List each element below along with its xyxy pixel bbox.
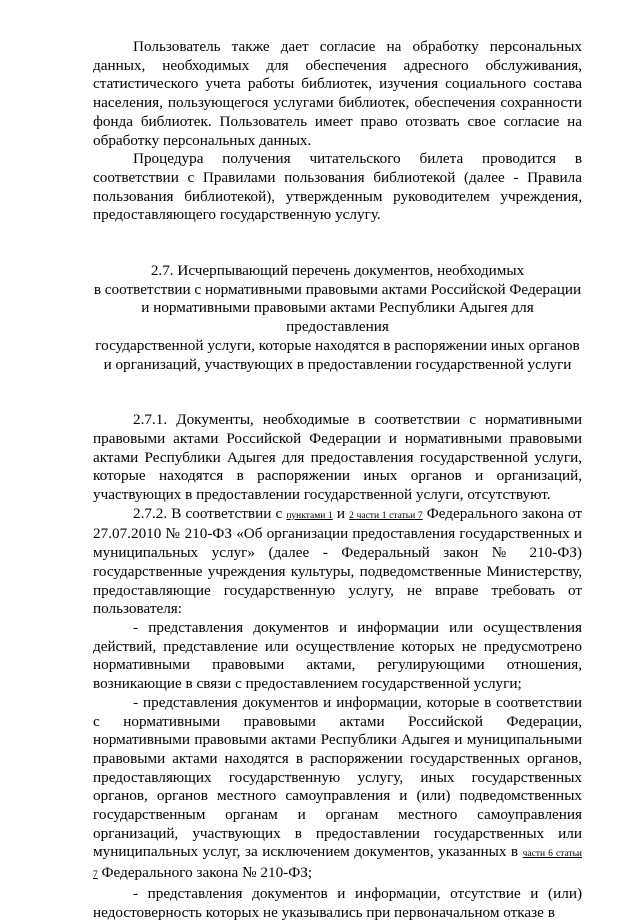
heading-line-2: в соответствии с нормативными правовыми актами Российской Федерации bbox=[93, 280, 582, 298]
link-punkty-1[interactable]: пунктами 1 bbox=[286, 510, 333, 521]
heading-line-4: предоставления bbox=[286, 318, 389, 336]
text-run: - представления документов и информации, которые в соответствии с нормативными правовыми актами Российской Федерации, нормативными правовыми актами Республики Адыгея и муниципальными правовыми актами находятся в распоряжении государственных органов, предоставляющих государственную услугу, иных государственных органов, органов местного самоуправления и (или) подведомственных государственным органам и органам местного самоуправления организаций, участвующих в предоставлении государственных или муниципальных услуг, за исключением документов, указанных в bbox=[93, 693, 582, 861]
text-run: Федерального закона от 27.07.2010 № 210-ФЗ «Об организации предоставления государственных и муниципальных услуг» (далее - Федеральный закон № 210-ФЗ) государственные учреждения культуры, подведомственные Министерству, предоставляющие государственную услугу, не вправе требовать от пользователя: bbox=[93, 504, 582, 618]
link-chast-1-statya-7[interactable]: 2 части 1 статьи 7 bbox=[349, 510, 423, 521]
paragraph-consent: Пользователь также дает согласие на обработку персональных данных, необходимых для обеспечения адресного обслуживания, статистического учета работы библиотек, изучения социального состава населения, пользующегося услугами библиотек, обеспечения сохранности фонда библиотек. Пользователь имеет право отозвать свое согласие на обработку персональных данных. bbox=[93, 38, 582, 149]
document-content bbox=[93, 38, 582, 922]
paragraph-2-7-2 bbox=[93, 505, 582, 619]
text-run: и bbox=[332, 504, 350, 522]
link-chast-6-statya-7[interactable]: части 6 статьи 7 bbox=[93, 849, 582, 881]
list-item-3: - представления документов и информации, отсутствие и (или) недостоверность которых не указывались при первоначальном отказе в bbox=[93, 884, 582, 921]
text-run: 2.7.2. В соответствии с bbox=[133, 504, 287, 522]
spacer bbox=[93, 374, 582, 411]
heading-line-6: и организаций, участвующих в предоставлении государственной услуги bbox=[103, 355, 572, 373]
paragraph-2-7-1: 2.7.1. Документы, необходимые в соответствии с нормативными правовыми актами Российской Федерации и нормативными правовыми актами Республики Адыгея для предоставления государственной услуги, которые находятся в распоряжении иных органов и организаций, участвующих в предоставлении государственной услуги, отсутствуют. bbox=[93, 411, 582, 504]
list-item-1: - представления документов и информации или осуществления действий, представление или осуществление которых не предусмотрено нормативными правовыми актами, регулирующими отношения, возникающие в связи с предоставлением государственной услуги; bbox=[93, 618, 582, 693]
heading-line-1: 2.7. Исчерпывающий перечень документов, необходимых bbox=[150, 262, 525, 280]
paragraph-procedure: Процедура получения читательского билета проводится в соответствии с Правилами пользования библиотекой (далее - Правила пользования библиотекой), утвержденным руководителем учреждения, предоставляющего государственную услугу. bbox=[93, 150, 582, 224]
list-item-2 bbox=[93, 694, 582, 885]
section-heading-2-7 bbox=[93, 262, 582, 374]
text-run: Федерального закона № 210-ФЗ; bbox=[97, 864, 313, 882]
heading-line-3: и нормативными правовыми актами Республики Адыгея для bbox=[141, 299, 534, 317]
spacer bbox=[93, 225, 582, 262]
heading-line-5: государственной услуги, которые находятся в распоряжении иных органов bbox=[95, 336, 580, 354]
